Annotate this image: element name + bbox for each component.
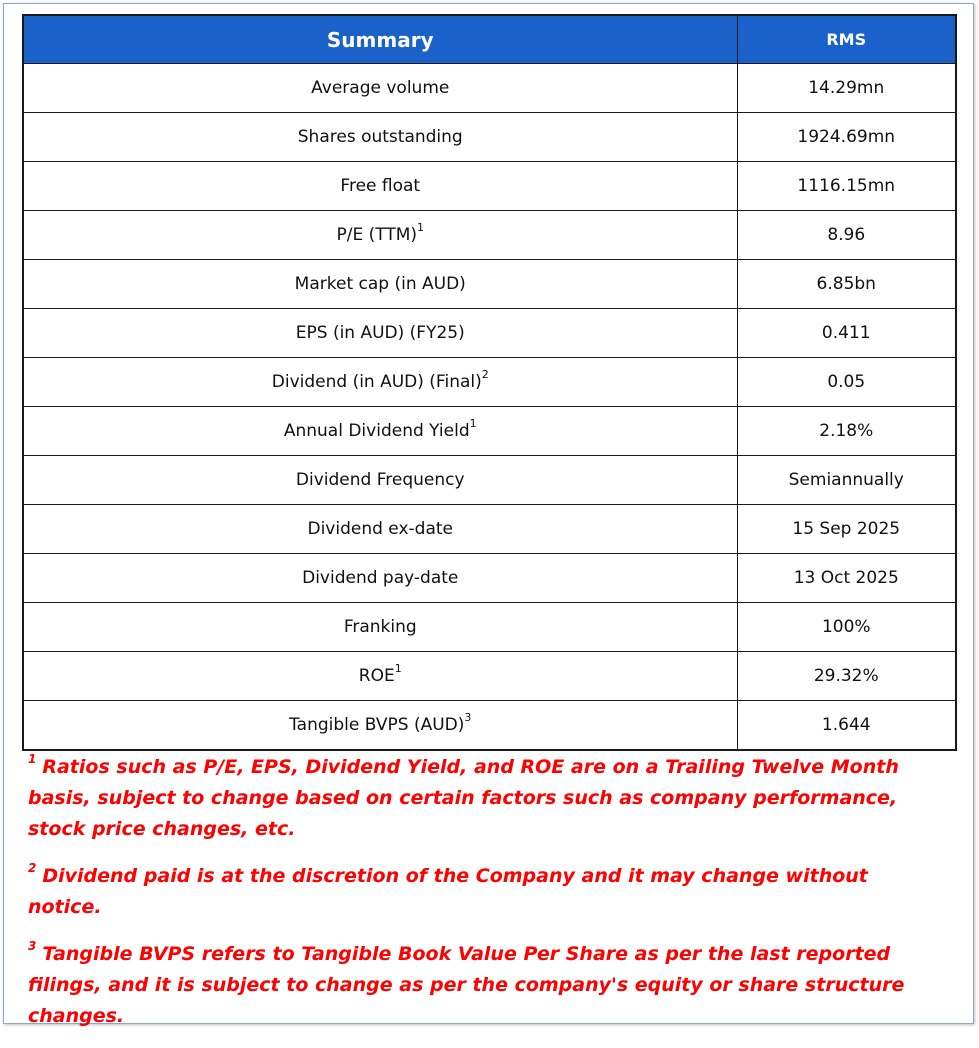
footnotes — [28, 752, 928, 1048]
table-row — [23, 260, 956, 309]
row-label: P/E (TTM) — [336, 225, 418, 245]
row-value: 100% — [737, 603, 956, 652]
row-label-cell — [23, 407, 737, 456]
row-label-cell — [23, 652, 737, 701]
row-label: ROE — [358, 666, 395, 686]
row-value: 2.18% — [737, 407, 956, 456]
table-row — [23, 456, 956, 505]
header-summary: Summary — [23, 15, 737, 64]
row-value: Semiannually — [737, 456, 956, 505]
table-row — [23, 358, 956, 407]
row-label: Shares outstanding — [297, 127, 463, 147]
footnote-marker: 1 — [394, 662, 402, 676]
table-row — [23, 309, 956, 358]
footnote-1 — [28, 752, 928, 845]
row-value: 6.85bn — [737, 260, 956, 309]
footnote-marker: 2 — [481, 368, 489, 382]
row-label: Market cap (in AUD) — [294, 274, 466, 294]
row-label: Average volume — [311, 78, 450, 98]
footnote-3 — [28, 939, 928, 1032]
footnote-number: 1 — [28, 751, 37, 766]
table-row — [23, 64, 956, 113]
row-value: 14.29mn — [737, 64, 956, 113]
table-row — [23, 162, 956, 211]
table-row — [23, 211, 956, 260]
row-label-cell — [23, 358, 737, 407]
footnote-number: 2 — [28, 860, 37, 875]
row-label: Dividend pay-date — [302, 568, 459, 588]
row-label-cell — [23, 554, 737, 603]
row-value: 8.96 — [737, 211, 956, 260]
footnote-2 — [28, 861, 928, 923]
table-row — [23, 603, 956, 652]
table-row — [23, 505, 956, 554]
footnote-number: 3 — [28, 938, 37, 953]
table-row — [23, 407, 956, 456]
table-row — [23, 652, 956, 701]
row-label-cell — [23, 64, 737, 113]
row-label-cell — [23, 260, 737, 309]
row-value: 0.411 — [737, 309, 956, 358]
row-label-cell — [23, 603, 737, 652]
table-row — [23, 554, 956, 603]
table-row — [23, 701, 956, 751]
row-label: Tangible BVPS (AUD) — [289, 715, 465, 735]
header-rms: RMS — [737, 15, 956, 64]
row-label: EPS (in AUD) (FY25) — [295, 323, 465, 343]
row-value: 29.32% — [737, 652, 956, 701]
row-label-cell — [23, 309, 737, 358]
summary-table — [22, 14, 957, 751]
row-label-cell — [23, 701, 737, 751]
footnote-text: Tangible BVPS refers to Tangible Book Value Per Share as per the last reported filings, and it is subject to change as per the company's equity or share structure changes. — [28, 943, 905, 1027]
row-label: Free float — [340, 176, 421, 196]
row-value: 0.05 — [737, 358, 956, 407]
row-label-cell — [23, 113, 737, 162]
row-label-cell — [23, 162, 737, 211]
footnote-text: Ratios such as P/E, EPS, Dividend Yield, and ROE are on a Trailing Twelve Month basis, subject to change based on certain factors such as company performance, stock price changes, etc. — [28, 756, 899, 840]
row-value: 13 Oct 2025 — [737, 554, 956, 603]
row-label-cell — [23, 505, 737, 554]
row-label: Dividend Frequency — [295, 470, 465, 490]
row-value: 1116.15mn — [737, 162, 956, 211]
row-label-cell — [23, 456, 737, 505]
row-label: Dividend (in AUD) (Final) — [271, 372, 482, 392]
row-label-cell — [23, 211, 737, 260]
footnote-marker: 1 — [469, 417, 477, 431]
footnote-marker: 3 — [464, 711, 472, 725]
row-value: 1924.69mn — [737, 113, 956, 162]
table-body — [23, 64, 956, 751]
row-label: Franking — [343, 617, 417, 637]
table-row — [23, 113, 956, 162]
footnote-marker: 1 — [417, 221, 425, 235]
footnote-text: Dividend paid is at the discretion of the Company and it may change without notice. — [28, 865, 868, 918]
row-value: 15 Sep 2025 — [737, 505, 956, 554]
row-label: Annual Dividend Yield — [283, 421, 470, 441]
row-value: 1.644 — [737, 701, 956, 751]
table-header-row — [23, 15, 956, 64]
row-label: Dividend ex-date — [307, 519, 453, 539]
